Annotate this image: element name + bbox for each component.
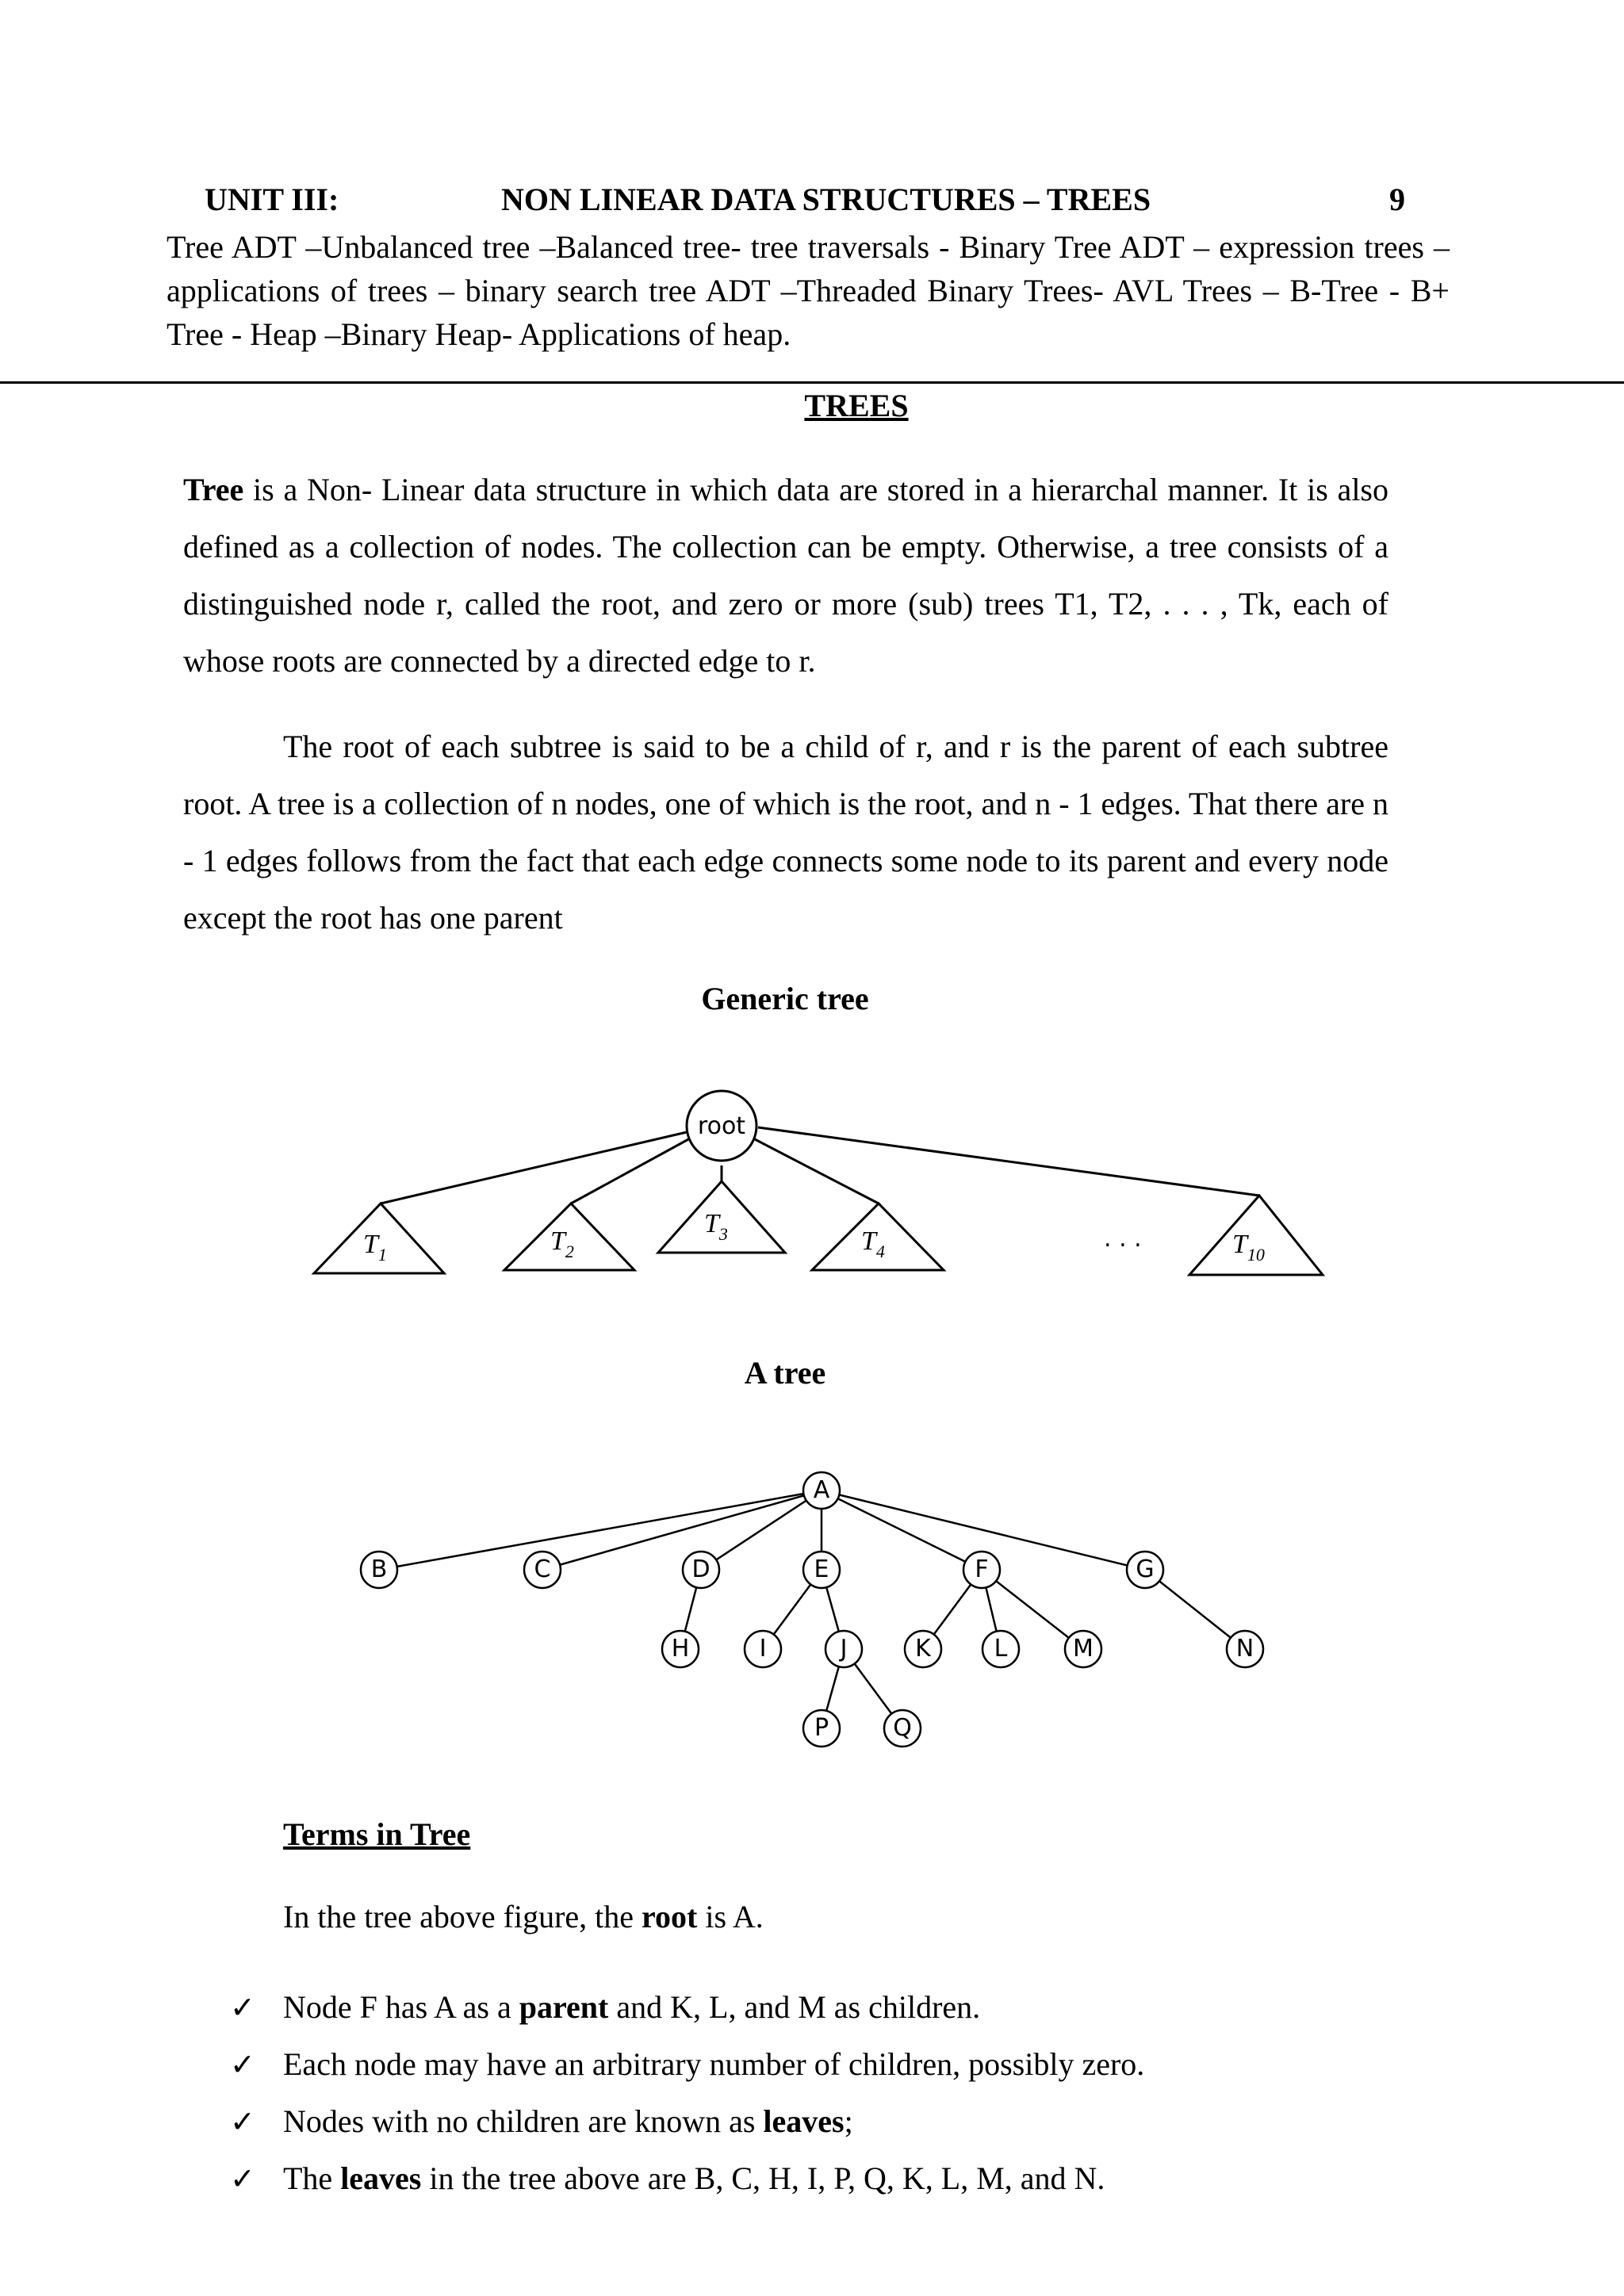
subtree-t3-label: $T_3$ [704,1209,728,1244]
unit-header [0,181,1624,228]
section-title: TREES [804,388,909,423]
edge-a-b [379,1490,822,1570]
edge-root-t10 [758,1127,1259,1196]
node-f-label: F [975,1556,989,1583]
node-q-label: Q [893,1714,912,1742]
node-j-label: J [840,1635,848,1663]
node-n-label: N [1235,1635,1254,1663]
node-d-label: D [691,1556,710,1583]
edge-a-c [542,1490,822,1570]
list-item: ✓ The leaves in the tree above are B, C, H, I, P, Q, K, L, M, and N. [230,2150,1144,2207]
subtree-t10-label: $T_{10}$ [1232,1230,1265,1265]
check-icon: ✓ [230,1990,255,2025]
tree-definition-paragraph [183,461,1388,690]
node-c-label: C [534,1556,551,1583]
node-h-label: H [671,1635,690,1663]
node-i-label: I [759,1635,767,1663]
edge-root-t2 [571,1138,690,1203]
tree-term: Tree [183,472,244,507]
list-item: ✓ Nodes with no children are known as leaves; [230,2093,1144,2150]
unit-hours: 9 [1389,182,1405,217]
unit-title: NON LINEAR DATA STRUCTURES – TREES [501,182,1151,217]
node-g-label: G [1136,1556,1155,1583]
node-b-label: B [370,1556,388,1583]
list-item: ✓ Each node may have an arbitrary number of children, possibly zero. [230,2036,1144,2093]
generic-tree-caption: Generic tree [701,981,869,1016]
node-p-label: P [814,1714,829,1742]
terms-list [230,1979,1144,2207]
check-icon: ✓ [230,2104,255,2139]
unit-syllabus: Tree ADT –Unbalanced tree –Balanced tree- tree traversals - Binary Tree ADT – expression trees – applications of trees – binary search tree ADT –Threaded Binary Trees- AVL Trees – B-Tree - B+ Tree - Heap –Binary Heap- Applications of heap. [167,229,1450,352]
edge-root-t4 [753,1138,879,1203]
check-icon: ✓ [230,2161,255,2196]
terms-heading: Terms in Tree [283,1816,471,1852]
edge-root-t1 [381,1132,687,1203]
terms-intro: In the tree above figure, the root is A. [283,1899,764,1934]
node-e-label: E [814,1556,829,1583]
subtree-t2-label: $T_2$ [550,1226,574,1261]
subtree-t4-label: $T_4$ [861,1226,885,1261]
check-icon: ✓ [230,2047,255,2082]
unit-number: UNIT III: [205,182,339,217]
node-l-label: L [994,1635,1008,1663]
edge-a-f [822,1490,982,1570]
subtree-ellipsis: . . . [1104,1225,1142,1253]
list-item: ✓ Node F has A as a parent and K, L, and M as children. [230,1979,1144,2036]
header-divider [0,381,1624,384]
generic-tree-diagram [0,1062,1624,1300]
node-k-label: K [915,1635,931,1663]
a-tree-diagram [0,1459,1624,1768]
subtree-t1-label: $T_1$ [363,1230,387,1265]
node-m-label: M [1073,1635,1094,1663]
root-node-label: root [697,1112,746,1140]
root-term: root [642,1899,698,1934]
subtree-paragraph: The root of each subtree is said to be a child of r, and r is the parent of each subtree root. A tree is a collection of n nodes, one of which is the root, and n - 1 edges. That there are n - 1 edges follows from the fact that each edge connects some node to its parent and every node except the root has one parent [183,729,1388,936]
edge-a-d [701,1490,822,1570]
node-a-label: A [813,1476,830,1504]
a-tree-caption: A tree [744,1355,826,1391]
tree-definition-text: is a Non- Linear data structure in which data are stored in a hierarchal manner. It is also defined as a collection of nodes. The collection can be empty. Otherwise, a tree consists of a distinguished node r, called the root, and zero or more (sub) trees T1, T2, . . . , Tk, each of whose roots are connected by a directed edge to r. [183,472,1388,679]
